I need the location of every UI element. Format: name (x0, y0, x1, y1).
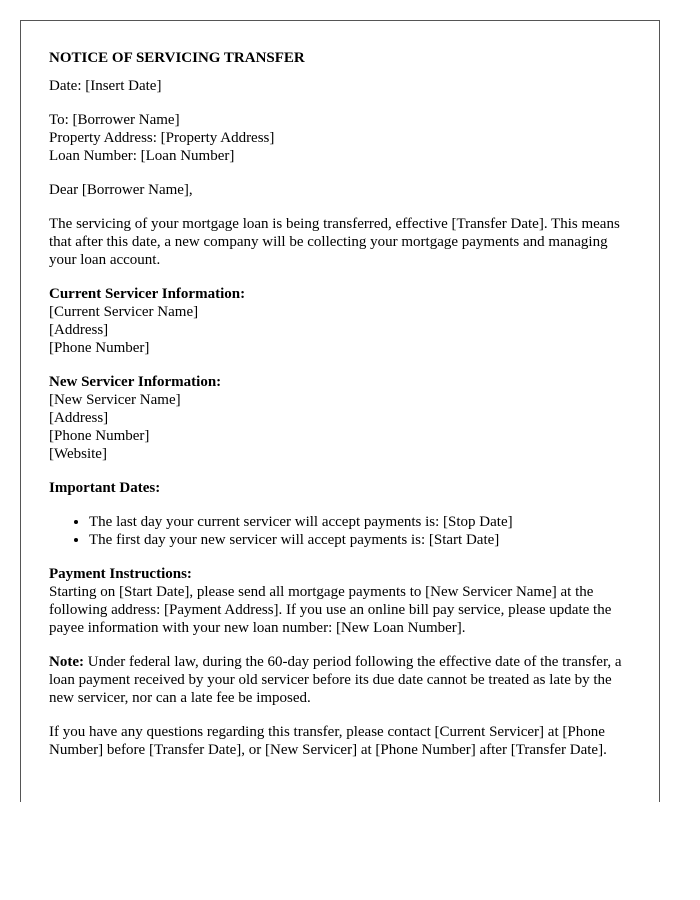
payment-instructions-text: Starting on [Start Date], please send all mortgage payments to [New Servicer Name] at the following address: [Payment Address]. If you use an online bill pay service, please update the payee information with your new loan number: [New Loan Number]. (49, 584, 612, 636)
loan-number-line: Loan Number: [Loan Number] (49, 148, 235, 164)
recipient-to-line: To: [Borrower Name] (49, 112, 180, 128)
letter-title: NOTICE OF SERVICING TRANSFER (49, 50, 305, 66)
property-address-line: Property Address: [Property Address] (49, 130, 275, 146)
new-servicer-phone: [Phone Number] (49, 428, 150, 444)
new-servicer-block (49, 373, 631, 463)
current-servicer-address: [Address] (49, 322, 109, 338)
important-dates-heading: Important Dates: (49, 480, 161, 496)
important-date-stop: • The last day your current servicer will accept payments is: [Stop Date] (89, 513, 631, 531)
note-text: Under federal law, during the 60-day period following the effective date of the transfer, a loan payment received by your old servicer before its due date cannot be treated as late by the new servicer, nor can a late fee be imposed. (49, 654, 622, 706)
important-date-start: • The first day your new servicer will accept payments is: [Start Date] (89, 531, 631, 549)
payment-instructions-heading: Payment Instructions: (49, 566, 192, 582)
recipient-block (49, 111, 631, 165)
intro-paragraph: The servicing of your mortgage loan is being transferred, effective [Transfer Date]. This means that after this date, a new company will be collecting your mortgage payments and managing your loan account. (49, 216, 620, 268)
new-servicer-address: [Address] (49, 410, 109, 426)
current-servicer-phone: [Phone Number] (49, 340, 150, 356)
closing-paragraph: If you have any questions regarding this transfer, please contact [Current Servicer] at [Phone Number] before [Transfer Date], or [New Servicer] at [Phone Number] after [Transfer Date]. (49, 724, 607, 758)
current-servicer-heading: Current Servicer Information: (49, 286, 246, 302)
important-dates-list (49, 513, 631, 549)
salutation: Dear [Borrower Name], (49, 182, 193, 198)
current-servicer-name: [Current Servicer Name] (49, 304, 199, 320)
letter-document (20, 20, 660, 802)
current-servicer-block (49, 285, 631, 357)
note-label: Note: (49, 654, 84, 670)
note-paragraph (49, 653, 631, 707)
date-line: Date: [Insert Date] (49, 78, 162, 94)
payment-instructions-block (49, 565, 631, 637)
new-servicer-name: [New Servicer Name] (49, 392, 181, 408)
new-servicer-website: [Website] (49, 446, 107, 462)
new-servicer-heading: New Servicer Information: (49, 374, 222, 390)
